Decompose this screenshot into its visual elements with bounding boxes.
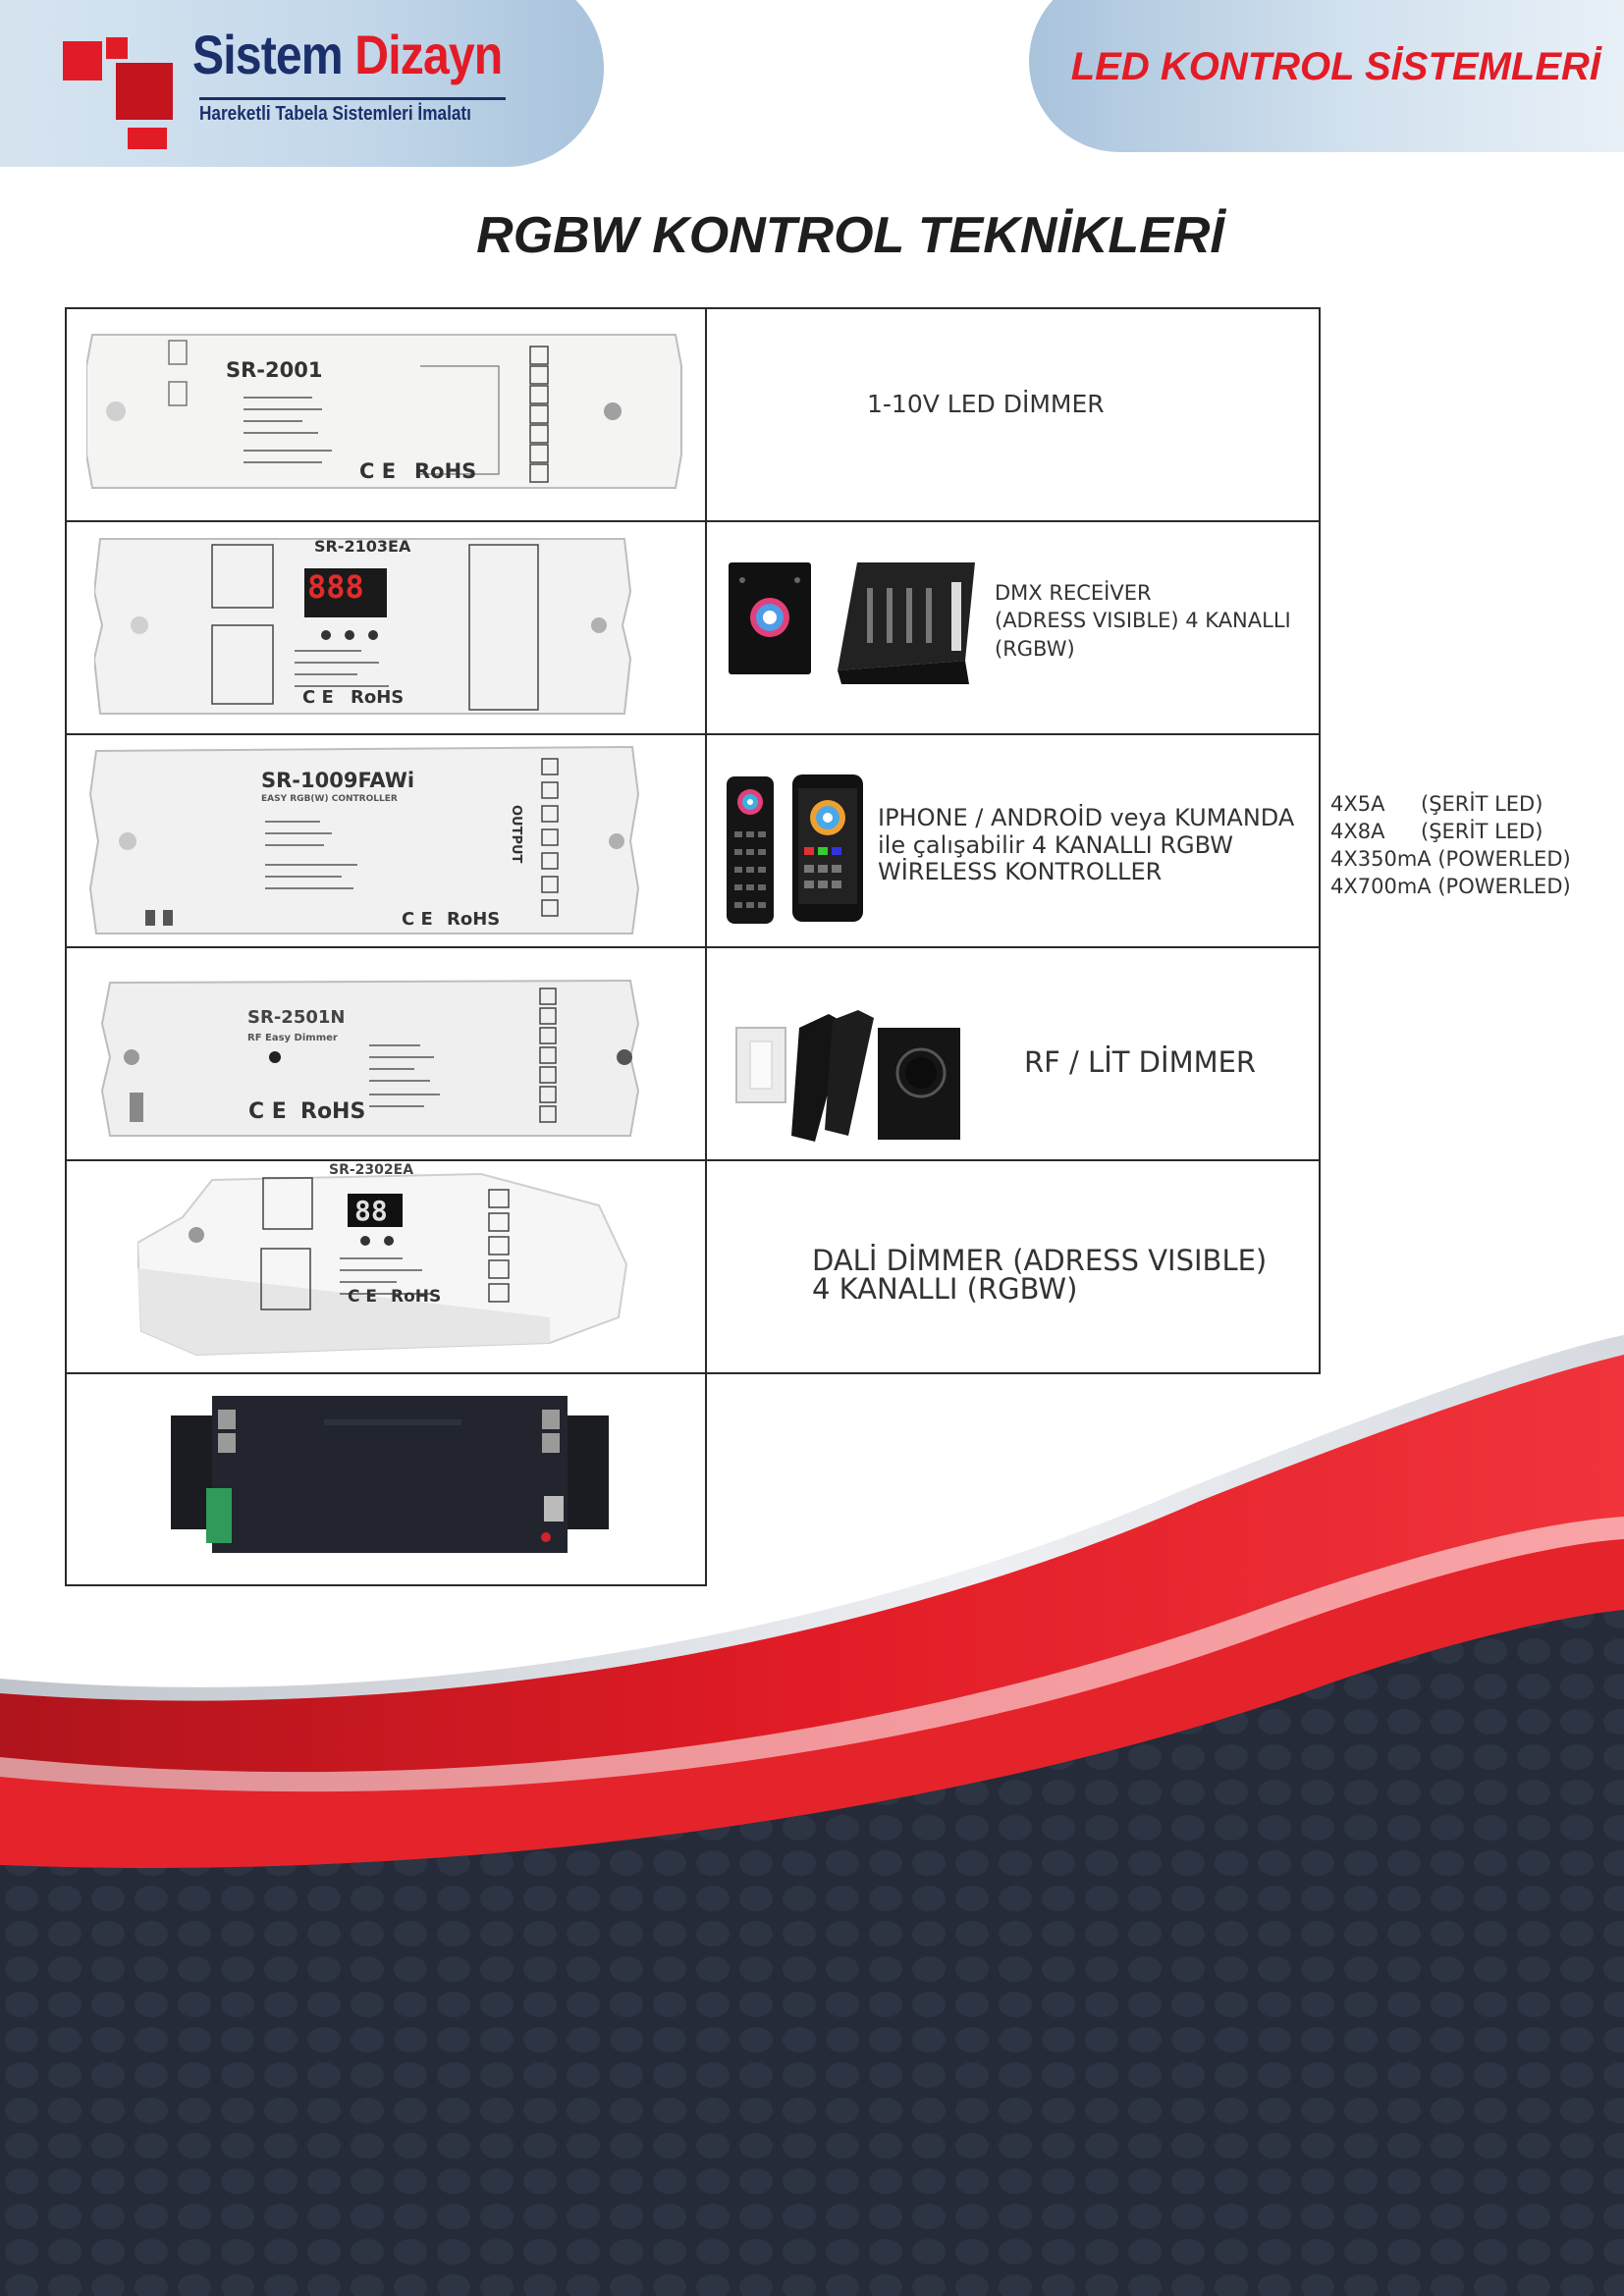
logo-rule [199, 97, 506, 100]
product-label-3: IPHONE / ANDROİD veya KUMANDA ile çalışabilir 4 KANALLI RGBW WİRELESS KONTROLLER [878, 804, 1295, 886]
brand-name: Sistem Dizayn [192, 24, 503, 85]
product-model-1: SR-2001 [226, 358, 323, 382]
product-label-1: 1-10V LED DİMMER [867, 390, 1105, 418]
dmx-console-image [838, 562, 975, 684]
rohs-mark-5: RoHS [391, 1287, 442, 1307]
product-model-3: SR-1009FAWi [261, 769, 415, 792]
product-image-black-amplifier [167, 1390, 613, 1559]
rohs-mark-2: RoHS [351, 687, 405, 708]
spec-item: 4X8A (ŞERİT LED) [1330, 820, 1543, 844]
wall-panel-controller-image [729, 562, 811, 674]
spec-item: 4X350mA (POWERLED) [1330, 847, 1571, 872]
product-image-sr-2501n [100, 975, 642, 1140]
product-label-5: DALİ DİMMER (ADRESS VISIBLE) 4 KANALLI (RGBW) [812, 1244, 1268, 1306]
product-subtitle-4: RF Easy Dimmer [247, 1033, 338, 1043]
segment-display-2: 888 [307, 568, 364, 606]
product-model-2: SR-2103EA [314, 537, 411, 556]
brand-tagline: Hareketli Tabela Sistemleri İmalatı [199, 103, 471, 125]
remote-control-image [727, 776, 774, 924]
product-model-4: SR-2501N [247, 1007, 346, 1028]
rohs-mark-1: RoHS [414, 459, 477, 483]
ce-mark-1: C E [359, 459, 397, 483]
product-label-4: RF / LİT DİMMER [1024, 1045, 1257, 1079]
spec-list [1330, 790, 1571, 901]
rohs-mark-4: RoHS [300, 1099, 366, 1124]
spec-item: 4X700mA (POWERLED) [1330, 875, 1571, 899]
section-title: LED KONTROL SİSTEMLERİ [1070, 45, 1600, 88]
ce-mark-4: C E [248, 1099, 287, 1124]
output-label-3: OUTPUT [509, 805, 523, 864]
ce-mark-3: C E [402, 909, 433, 930]
segment-display-5: 88 [354, 1195, 388, 1227]
product-subtitle-3: EASY RGB(W) CONTROLLER [261, 794, 398, 804]
rf-remotes-image [731, 998, 966, 1142]
product-label-2: DMX RECEİVER (ADRESS VISIBLE) 4 KANALLI (RGBW) [995, 581, 1291, 661]
spec-item: 4X5A (ŞERİT LED) [1330, 792, 1543, 816]
ce-mark-2: C E [302, 687, 334, 708]
logo-mark [63, 41, 102, 80]
product-model-5: SR-2302EA [329, 1162, 414, 1178]
ce-mark-5: C E [348, 1287, 378, 1307]
page-title: RGBW KONTROL TEKNİKLERİ [476, 207, 1224, 264]
rohs-mark-3: RoHS [447, 909, 501, 930]
smartphone-app-image [792, 774, 863, 922]
